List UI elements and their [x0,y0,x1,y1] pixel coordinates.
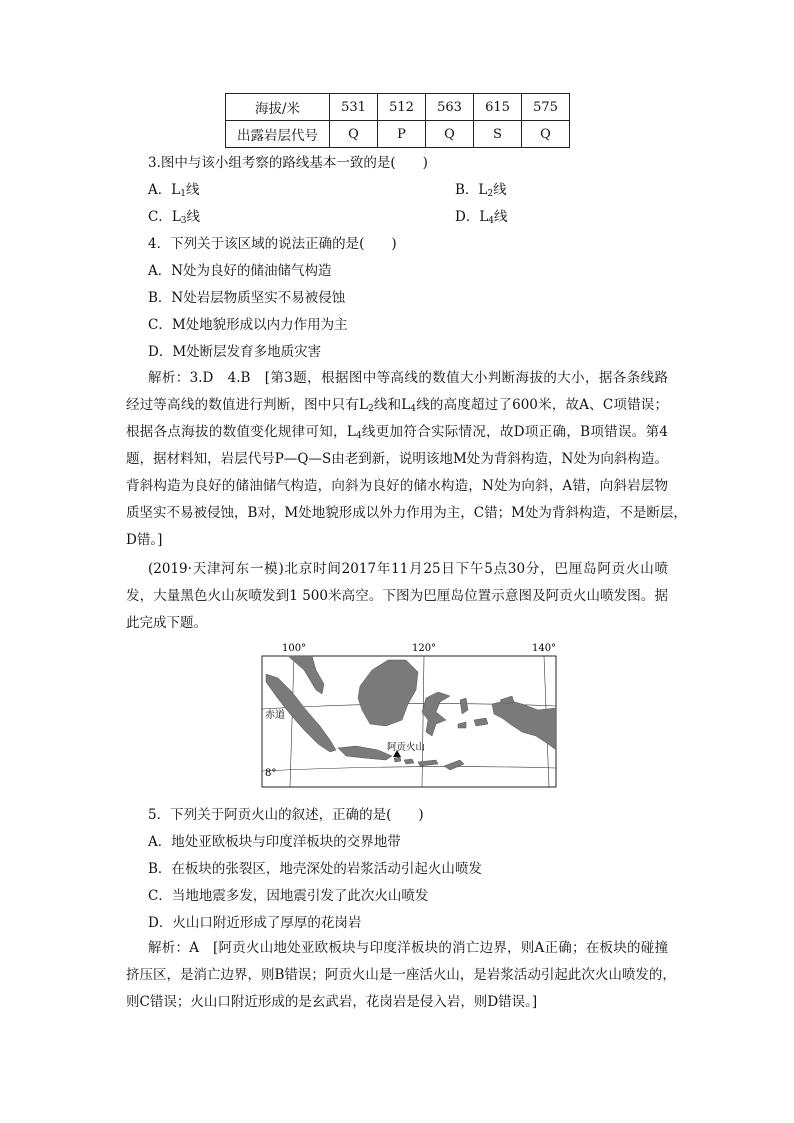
text-line: 解析：A [阿贡火山地处亚欧板块与印度洋板块的消亡边界，则A正确；在板块的碰撞 [148,940,668,956]
text-run: 线的高度超过了600米，故A、C项错误； [415,397,668,413]
equator-label: 赤道 [265,710,285,721]
table-header-cell: 海拔/米 [226,94,330,121]
subscript: 3 [180,216,187,226]
table-row [226,121,570,148]
text-line: 发，大量黑色火山灰喷发到1 500米高空。下图为巴厘岛位置示意图及阿贡火山喷发图。据 [126,588,668,604]
table-cell: 575 [522,94,570,121]
analysis-5 [126,935,676,1016]
text-line: 解析：3.D 4.B [第3题，根据图中等高线的数值大小判断海拔的大小，据各条线路 [148,370,668,386]
subscript: 2 [487,189,494,199]
question-5-option-b: B．在板块的张裂区，地壳深处的岩浆活动引起火山喷发 [148,861,482,877]
option-text: B．L [455,182,488,198]
question-4-option-b: B．N处岩层物质坚实不易被侵蚀 [148,290,346,306]
option-text: 线 [186,209,201,225]
analysis-3-4 [126,365,687,554]
latitude-label: 8° [265,768,277,779]
text-line: D错。] [126,532,163,548]
text-run: 线更加符合实际情况，故D项正确，B项错误。第4 [361,424,668,440]
option-text: A．L [148,182,181,198]
subscript: 2 [367,404,374,414]
table-row [226,94,570,121]
question-4-stem: 4．下列关于该区域的说法正确的是( ) [148,236,397,252]
subscript: 4 [355,431,362,441]
text-line: 则C错误；火山口附近形成的是玄武岩，花岗岩是侵入岩，则D错误。] [126,994,538,1010]
text-line: 题，据材料知，岩层代号P—Q—S由老到新，说明该地M处为背斜构造，N处为向斜构造。 [126,451,668,467]
table-cell: Q [330,121,378,148]
text-line: 背斜构造为良好的储油储气构造，向斜为良好的储水构造，N处为向斜，A错，向斜岩层物 [126,478,668,494]
option-text: 线 [494,209,508,225]
question-5-stem: 5．下列关于阿贡火山的叙述，正确的是( ) [148,807,424,823]
table-cell: S [474,121,522,148]
question-3-stem: 3.图中与该小组考察的路线基本一致的是( ) [148,155,428,171]
text-line [126,392,668,419]
bali-location-map [260,640,560,790]
text-line: 质坚实不易被侵蚀，B对，M处地貌形成以外力作用为主，C错；M处为背斜构造，不是断层， [126,505,687,521]
question-4-option-a: A．N处为良好的储油储气构造 [148,263,332,279]
text-line [126,419,668,446]
option-text: 线 [493,182,507,198]
table-cell: 512 [378,94,426,121]
subscript: 4 [488,216,495,226]
question-5-option-d: D．火山口附近形成了厚厚的花岗岩 [148,915,362,931]
question-4-option-d: D．M处断层发育多地质灾害 [148,344,322,360]
subscript: 4 [410,404,416,414]
question-3-option-c [148,208,200,226]
subscript: 1 [180,189,186,199]
option-text: D．L [455,209,489,225]
question-5-option-a: A．地处亚欧板块与印度洋板块的交界地带 [148,834,401,850]
table-cell: Q [426,121,474,148]
question-4-option-c: C．M处地貌形成以内力作用为主 [148,317,348,333]
question-5-option-c: C．当地地震多发，因地震引发了此次火山喷发 [148,888,429,904]
elevation-table [225,93,570,148]
table-header-cell: 出露岩层代号 [226,121,330,148]
table-cell: 615 [474,94,522,121]
land-lombok [404,759,414,764]
text-line: 挤压区，是消亡边界，则B错误；阿贡火山是一座活火山，是岩浆活动引起此次火山喷发的， [126,967,676,983]
option-text: 线 [185,182,200,198]
volcano-label: 阿贡火山 [387,742,426,753]
option-text: C．L [148,209,181,225]
land-bali [394,757,401,762]
question-3-option-b [455,181,507,199]
longitude-label: 120° [412,643,437,654]
longitude-label: 100° [282,643,307,654]
text-run: 经过等高线的数值进行判断，图中只有L [126,397,368,413]
longitude-label: 140° [532,643,557,654]
question-3-option-a [148,181,199,199]
text-line: 此完成下题。 [126,615,207,631]
table-cell: Q [522,121,570,148]
text-run: 线和L [373,397,411,413]
table-cell: 531 [330,94,378,121]
question-3-option-d [455,208,508,226]
table-cell: 563 [426,94,474,121]
intro-paragraph [126,556,668,637]
text-run: 根据各点海拔的数值变化规律可知，L [126,424,356,440]
text-line: (2019·天津河东一模)北京时间2017年11月25日下午5点30分，巴厘岛阿贡火山喷 [148,561,668,577]
table-cell: P [378,121,426,148]
